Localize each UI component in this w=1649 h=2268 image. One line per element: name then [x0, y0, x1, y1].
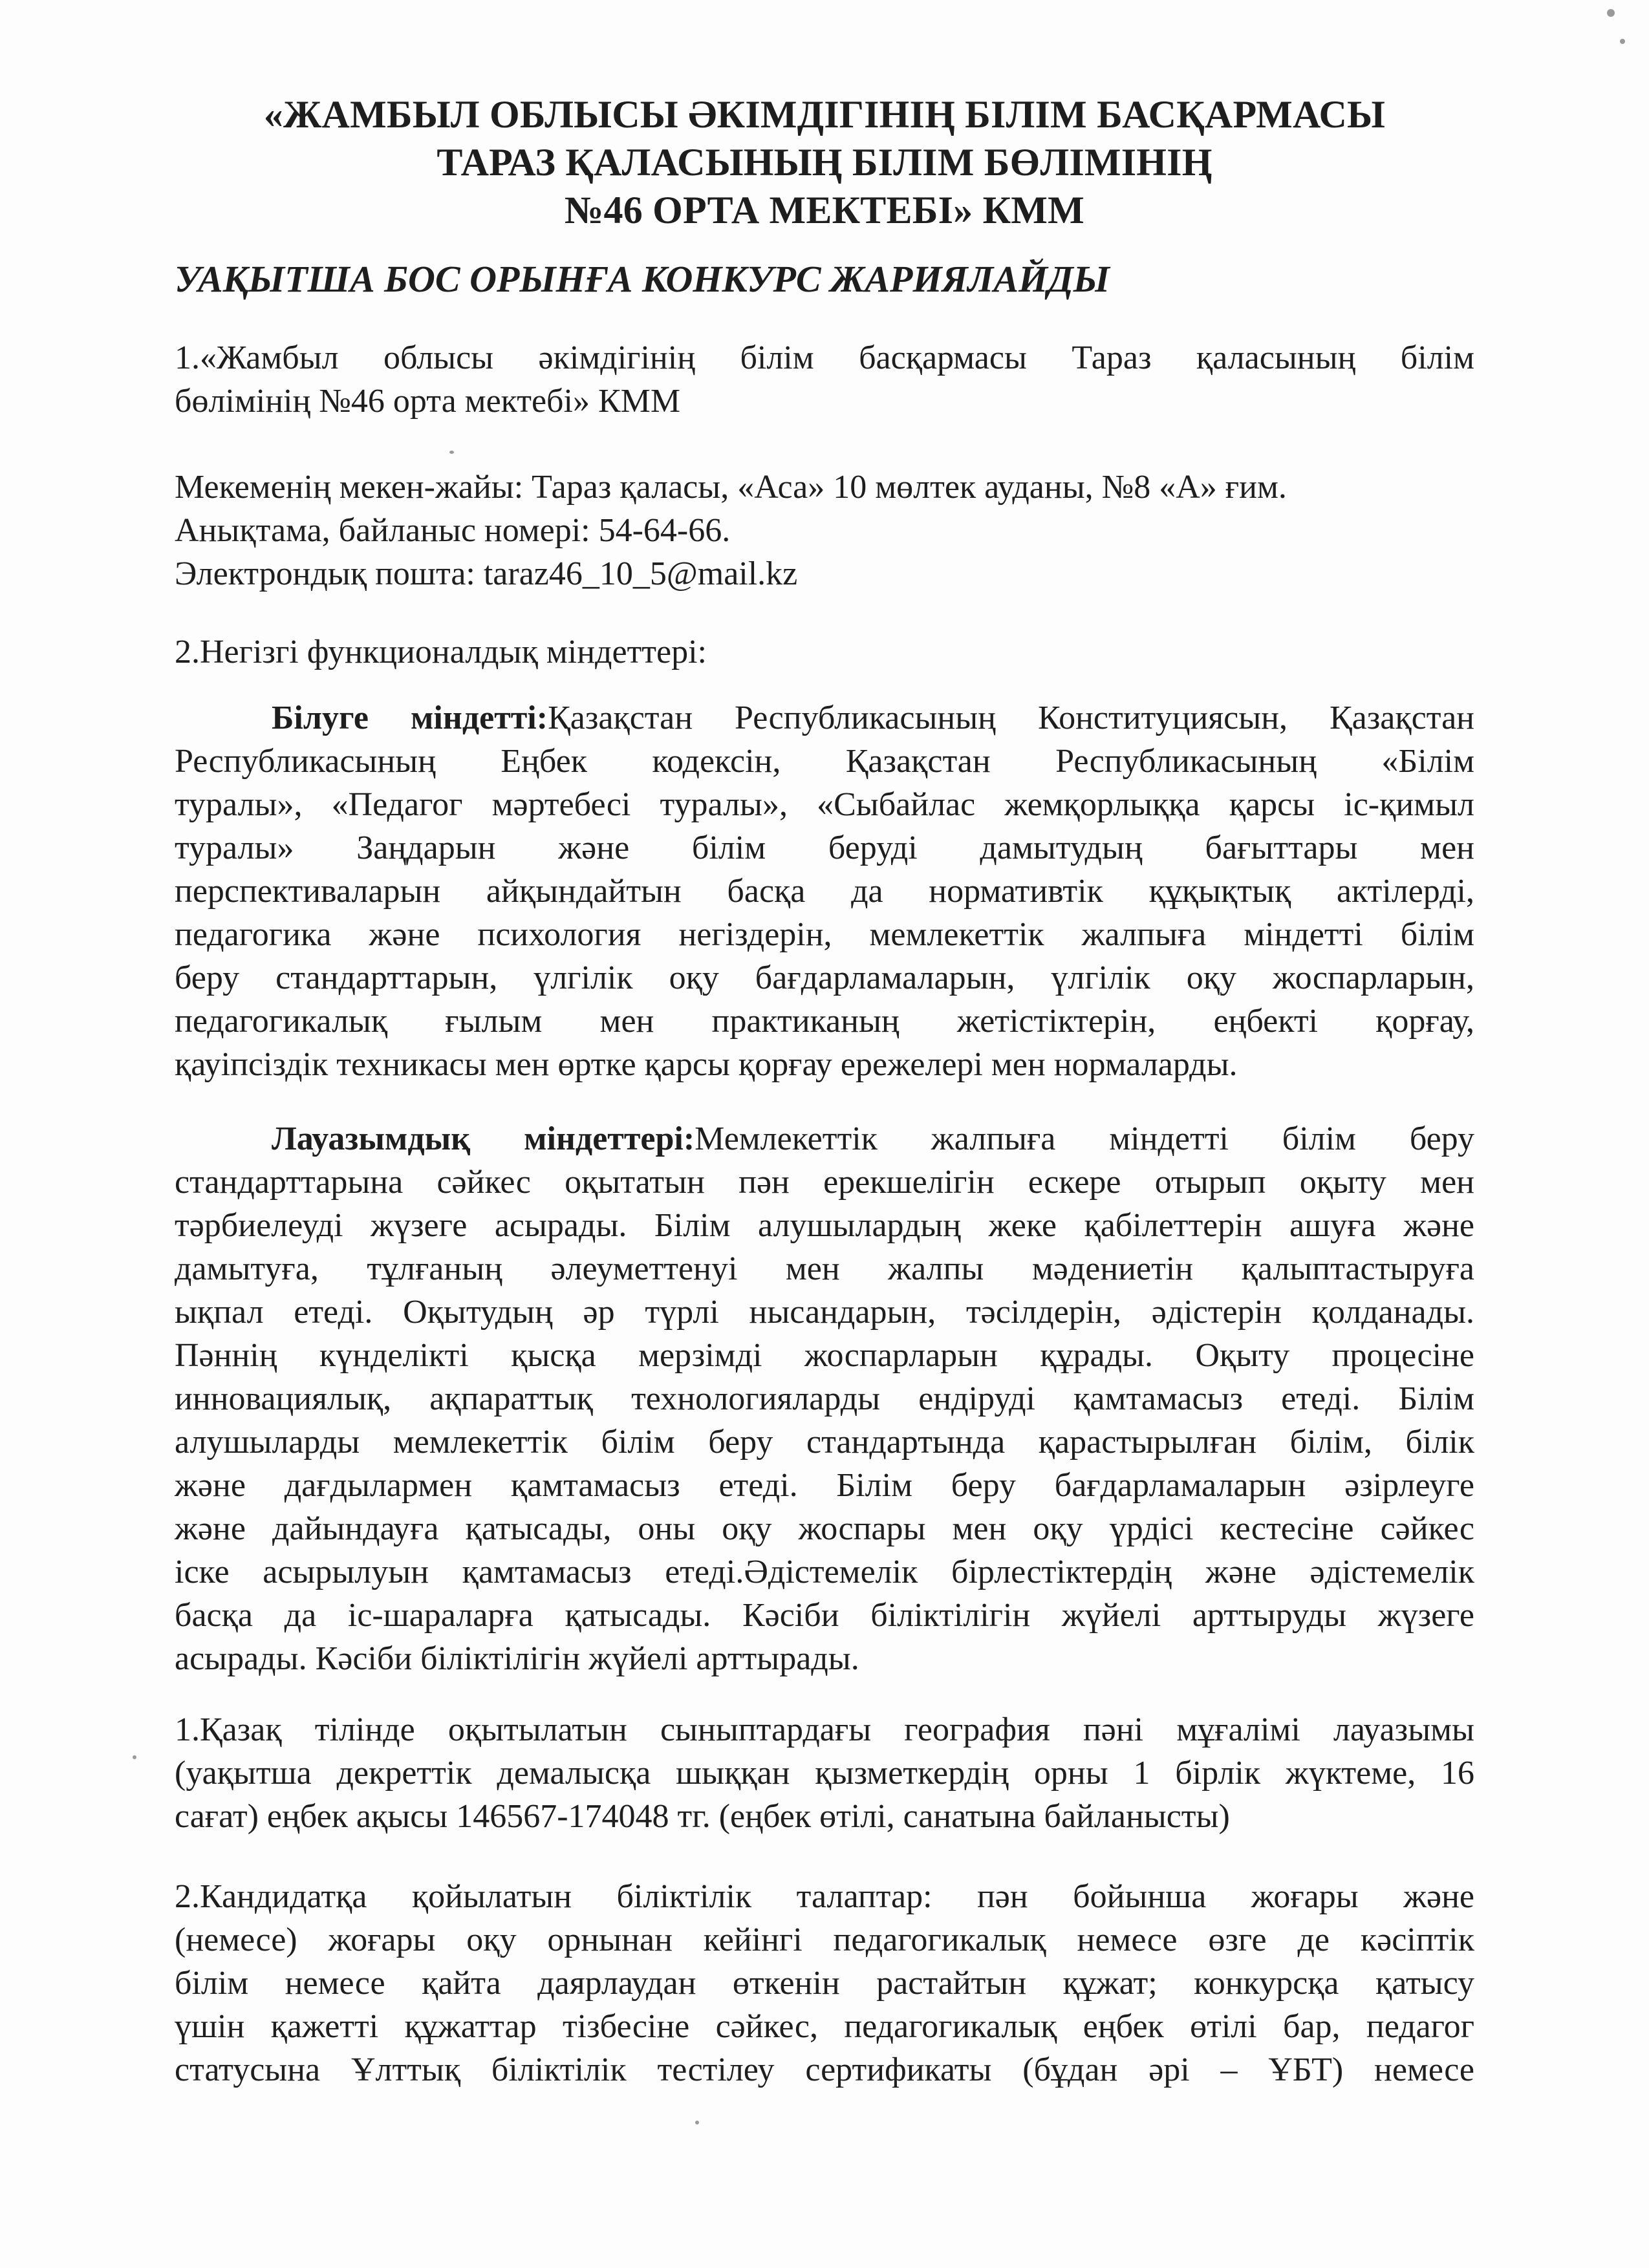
paragraph-line: Республикасының Еңбек кодексін, Қазақстан Республикасының «Білім: [175, 743, 1474, 780]
scan-speck: [133, 1755, 136, 1759]
paragraph-line: қауіпсіздік техникасы мен өртке қарсы қорғау ережелері мен нормаларды.: [175, 1046, 1238, 1083]
header-line: №46 ОРТА МЕКТЕБІ» КММ: [565, 189, 1084, 231]
document-header: [175, 91, 1474, 234]
paragraph-line: туралы» Заңдарын және білім беруді дамытудың бағыттары мен: [175, 829, 1474, 866]
paragraph-line: ықпал етеді. Оқытудың әр түрлі нысандарын, тәсілдерін, әдістерін қолданады.: [175, 1294, 1474, 1331]
duties-label: Лауазымдық міндеттері:: [272, 1120, 695, 1157]
paragraph-line: Пәннің күнделікті қысқа мерзімді жоспарларын құрады. Оқыту процесіне: [175, 1337, 1474, 1374]
paragraph-line: [175, 696, 1474, 740]
paragraph-line: сағат) еңбек ақысы 146567-174048 тг. (еңбек өтілі, санатына байланысты): [175, 1798, 1230, 1835]
paragraph-line: іске асырылуын қамтамасыз етеді.Әдістемелік бірлестіктердің және әдістемелік: [175, 1554, 1474, 1590]
paragraph-line: үшін қажетті құжаттар тізбесіне сәйкес, педагогикалық еңбек өтілі бар, педагог: [175, 2008, 1474, 2045]
knowledge-paragraph: [175, 696, 1474, 1086]
header-line: ТАРАЗ ҚАЛАСЫНЫҢ БІЛІМ БӨЛІМІНІҢ: [436, 141, 1212, 184]
phone-line: Анықтама, байланыс номері: 54-64-66.: [175, 512, 731, 549]
paragraph-line: туралы», «Педагог мәртебесі туралы», «Сыбайлас жемқорлыққа қарсы іс-қимыл: [175, 786, 1474, 823]
knowledge-text: Қазақстан Республикасының Конституциясын, Қазақстан: [548, 700, 1474, 736]
paragraph-line: (уақытша декреттік демалысқа шыққан қызметкердің орны 1 бірлік жүктеме, 16: [175, 1755, 1474, 1792]
paragraph-line: бөлімінің №46 орта мектебі» КММ: [175, 383, 681, 420]
paragraph-line: 2.Кандидатқа қойылатын біліктілік талаптар: пән бойынша жоғары және: [175, 1878, 1474, 1915]
paragraph-line: басқа да іс-шараларға қатысады. Кәсіби біліктілігін жүйелі арттыруды жүзеге: [175, 1597, 1474, 1634]
scan-speck: [449, 451, 454, 454]
paragraph-line: білім немесе қайта даярлаудан өткенін растайтын құжат; конкурсқа қатысу: [175, 1965, 1474, 2002]
duties-text: Мемлекеттік жалпыға міндетті білім беру: [695, 1120, 1474, 1157]
paragraph-line: педагогикалық ғылым мен практиканың жетістіктерін, еңбекті қорғау,: [175, 1003, 1474, 1040]
paragraph-line: тәрбиелеуді жүзеге асырады. Білім алушылардың жеке қабілеттерін ашуға және: [175, 1207, 1474, 1244]
paragraph-line: инновациялық, ақпараттық технологияларды ендіруді қамтамасыз етеді. Білім: [175, 1380, 1474, 1417]
paragraph-line: 1.Қазақ тілінде оқытылатын сыныптардағы география пәні мұғалімі лауазымы: [175, 1711, 1474, 1748]
paragraph-line: педагогика және психология негіздерін, мемлекеттік жалпыға міндетті білім: [175, 916, 1474, 953]
header-line: «ЖАМБЫЛ ОБЛЫСЫ ӘКІМДІГІНІҢ БІЛІМ БАСҚАРМАСЫ: [263, 93, 1386, 136]
paragraph-line: және дағдылармен қамтамасыз етеді. Білім беру бағдарламаларын әзірлеуге: [175, 1467, 1474, 1504]
paragraph-line: асырады. Кәсіби біліктілігін жүйелі арттырады.: [175, 1640, 859, 1677]
paragraph-line: беру стандарттарын, үлгілік оқу бағдарламаларын, үлгілік оқу жоспарларын,: [175, 959, 1474, 996]
paragraph-line: және дайындауға қатысады, оны оқу жоспары мен оқу үрдісі кестесіне сәйкес: [175, 1510, 1474, 1547]
paragraph-line: 1.«Жамбыл облысы әкімдігінің білім басқармасы Тараз қаласының білім: [175, 339, 1474, 376]
scan-speck: [695, 2121, 699, 2124]
functions-heading: 2.Негізгі функционалдық міндеттері:: [175, 634, 707, 670]
duties-paragraph: [175, 1117, 1474, 1680]
paragraph-line: алушыларды мемлекеттік білім беру стандартында қарастырылған білім, білік: [175, 1424, 1474, 1460]
position-paragraph: [175, 1708, 1474, 1838]
paragraph-line: перспективаларын айқындайтын басқа да нормативтік құқықтық актілерді,: [175, 873, 1474, 910]
contact-block: [175, 465, 1474, 595]
address-line: Мекеменің мекен-жайы: Тараз қаласы, «Аса» 10 мөлтек ауданы, №8 «А» ғим.: [175, 469, 1287, 506]
requirements-paragraph: [175, 1875, 1474, 2091]
paragraph-line: (немесе) жоғары оқу орнынан кейінгі педагогикалық немесе өзге де кәсіптік: [175, 1921, 1474, 1958]
knowledge-label: Білуге міндетті:: [272, 700, 548, 736]
scan-speck: [1620, 39, 1625, 44]
scan-speck: [1607, 9, 1615, 17]
email-line: Электрондық пошта: taraz46_10_5@mail.kz: [175, 555, 798, 592]
paragraph-line: дамытуға, тұлғаның әлеуметтенуі мен жалпы мәдениетін қалыптастыруға: [175, 1250, 1474, 1287]
paragraph-line: [175, 1117, 1474, 1161]
paragraph-line: стандарттарына сәйкес оқытатын пән ерекшелігін ескере отырып оқыту мен: [175, 1164, 1474, 1201]
paragraph-line: статусына Ұлттық біліктілік тестілеу сертификаты (бұдан әрі – ҰБТ) немесе: [175, 2051, 1474, 2088]
organization-paragraph: [175, 336, 1474, 423]
announcement-title: УАҚЫТША БОС ОРЫНҒА КОНКУРС ЖАРИЯЛАЙДЫ: [175, 258, 1110, 300]
